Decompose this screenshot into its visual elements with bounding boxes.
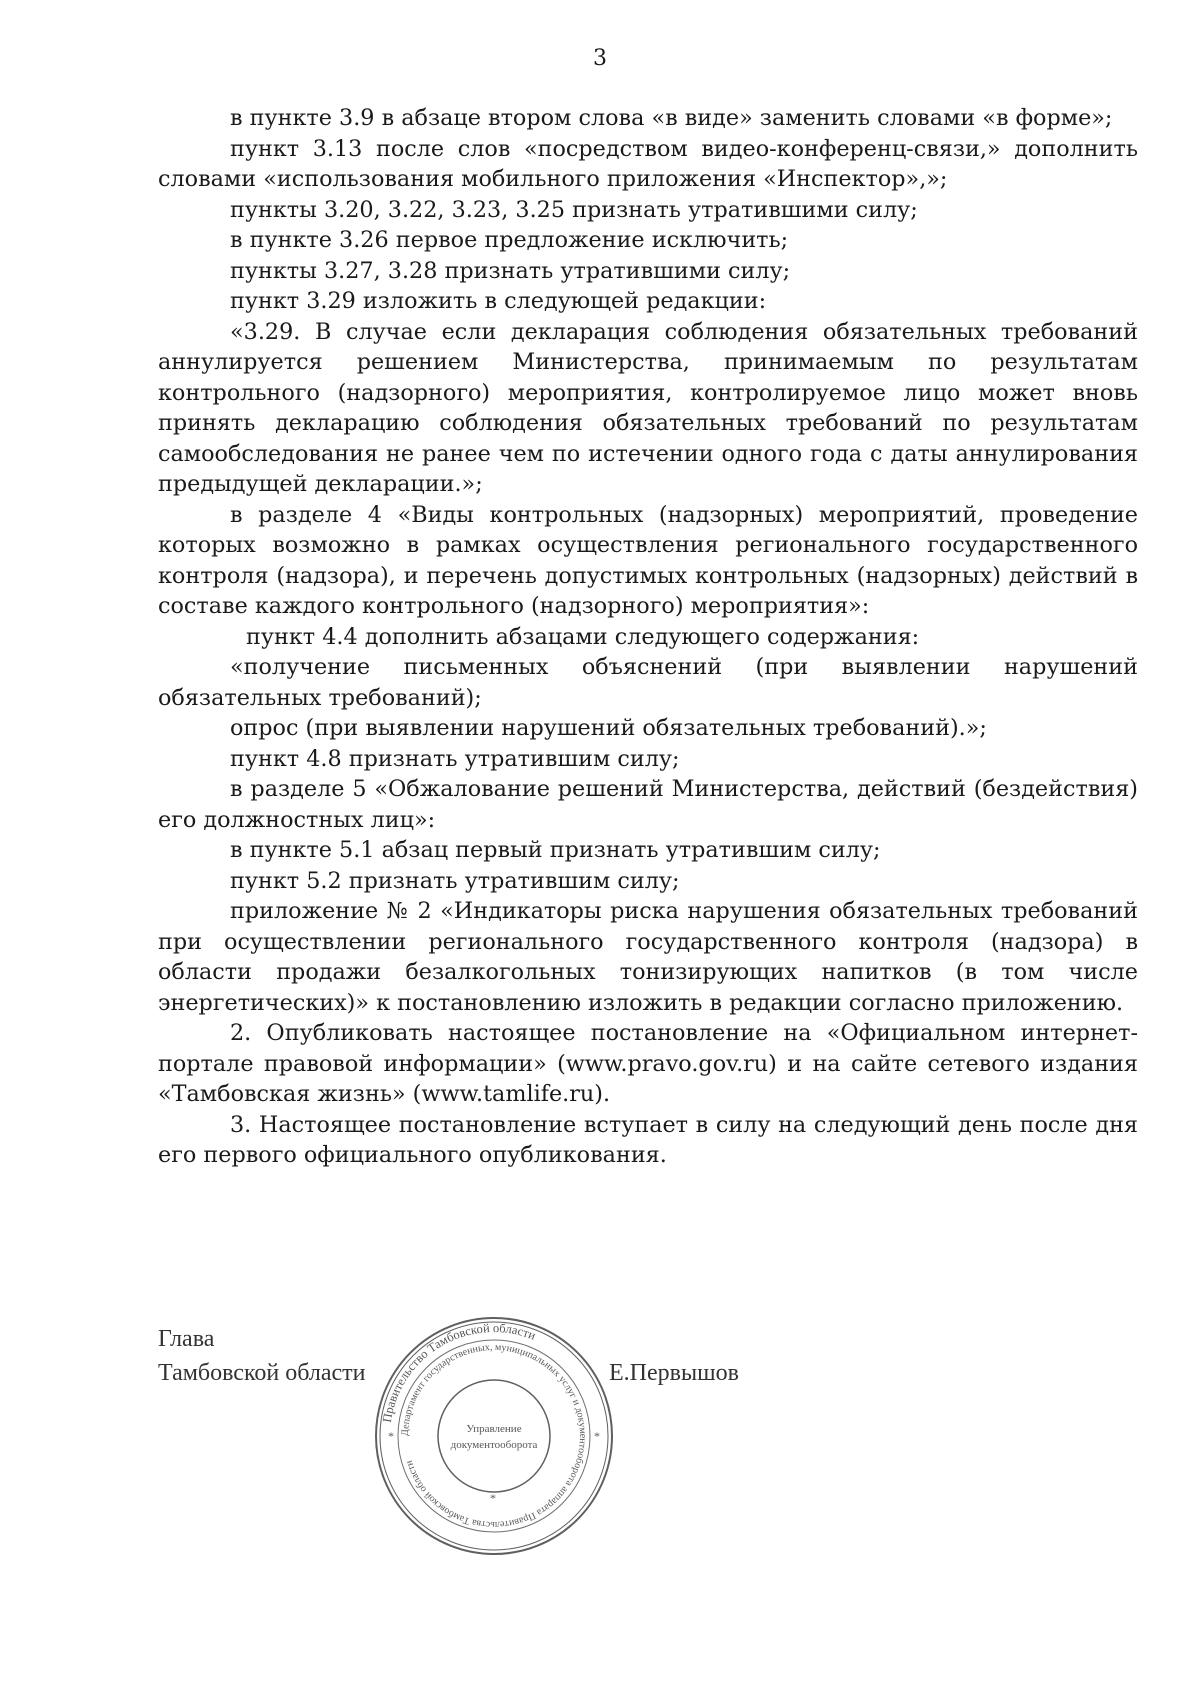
- stamp-center-line2: документооборота: [450, 1439, 538, 1451]
- signatory-name: Е.Первышов: [609, 1360, 739, 1386]
- stamp-star-icon: *: [594, 1429, 600, 1443]
- paragraph: в разделе 5 «Обжалование решений Министерства, действий (бездействия) его должностных лиц»:: [158, 776, 1138, 833]
- paragraph: пункт 4.4 дополнить абзацами следующего содержания:: [246, 623, 920, 650]
- signatory-position: Глава: [158, 1326, 215, 1352]
- paragraph: приложение № 2 «Индикаторы риска нарушения обязательных требований при осуществлении регионального государственного контроля (надзора) в области продажи безалкогольных тонизирующих напитков (в том числе энергетических)» к постановлению изложить в редакции согласно приложению.: [158, 898, 1138, 1016]
- paragraph: пункт 4.8 признать утратившим силу;: [230, 745, 680, 772]
- stamp-middle-text: Департамент государственных, муниципальных услуг и документооборота аппарата Правительства Тамбовской области: [399, 1341, 589, 1531]
- paragraph: «3.29. В случае если декларация соблюдения обязательных требований аннулируется решением Министерства, принимаемым по результатам контрольного (надзорного) мероприятия, контролируемое лицо может вновь принять декларацию соблюдения обязательных требований по результатам самообследования не ранее чем по истечении одного года с даты аннулирования предыдущей декларации.»;: [158, 318, 1138, 497]
- paragraph: пункт 5.2 признать утратившим силу;: [230, 867, 680, 894]
- paragraph: пункты 3.20, 3.22, 3.23, 3.25 признать утратившими силу;: [230, 196, 918, 223]
- page-number: 3: [593, 46, 607, 71]
- paragraph: в пункте 5.1 абзац первый признать утратившим силу;: [230, 837, 881, 863]
- stamp-star-icon: *: [490, 1491, 496, 1505]
- paragraph: пункт 3.29 изложить в следующей редакции:: [230, 288, 767, 314]
- signatory-region: Тамбовской области: [158, 1360, 366, 1386]
- paragraph: в разделе 4 «Виды контрольных (надзорных) мероприятий, проведение которых возможно в рамках осуществления регионального государственного контроля (надзора), и перечень допустимых контрольных (надзорных) действий в составе каждого контрольного (надзорного) мероприятия»:: [158, 501, 1138, 619]
- paragraph: 3. Настоящее постановление вступает в силу на следующий день после дня его первого официального опубликования.: [158, 1111, 1138, 1168]
- paragraph: в пункте 3.26 первое предложение исключить;: [230, 227, 789, 253]
- paragraph: пункт 3.13 после слов «посредством видео-конференц-связи,» дополнить словами «использования мобильного приложения «Инспектор»,»;: [158, 135, 1138, 192]
- paragraph: «получение письменных объяснений (при выявлении нарушений обязательных требований);: [158, 654, 1138, 711]
- stamp-star-icon: *: [388, 1429, 394, 1443]
- paragraph: опрос (при выявлении нарушений обязательных требований).»;: [230, 715, 987, 741]
- stamp-center-line1: Управление: [466, 1423, 522, 1435]
- paragraph: в пункте 3.9 в абзаце втором слова «в виде» заменить словами «в форме»;: [230, 105, 1113, 131]
- paragraph: пункты 3.27, 3.28 признать утратившими силу;: [230, 257, 791, 284]
- stamp-seal-icon: [372, 1314, 616, 1558]
- document-body: [158, 103, 1138, 1171]
- stamp-outer-text: Правительство Тамбовской области: [379, 1320, 538, 1424]
- official-stamp: [372, 1314, 616, 1558]
- paragraph: 2. Опубликовать настоящее постановление на «Официальном интернет-портале правовой информации» (www.pravo.gov.ru) и на сайте сетевого издания «Тамбовская жизнь» (www.tamlife.ru).: [158, 1020, 1138, 1107]
